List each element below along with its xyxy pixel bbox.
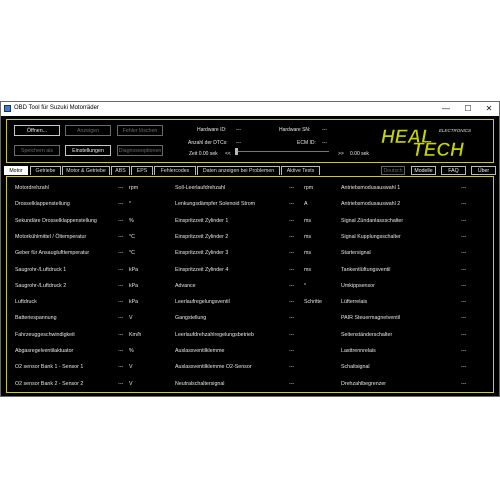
parameter-name: Einspritzzeit Zylinder 3 — [175, 250, 229, 257]
tab-eps[interactable]: EPS — [131, 166, 153, 175]
parameter-unit: Schritte — [304, 299, 322, 306]
parameter-value: --- — [118, 299, 124, 306]
parameter-unit: V — [129, 315, 133, 322]
faq-button[interactable]: FAQ — [441, 166, 466, 175]
parameter-value: --- — [118, 250, 124, 257]
parameter-unit: °C — [129, 250, 135, 257]
parameter-value: --- — [118, 282, 124, 289]
parameter-name: Saugrohr-/Luftdruck 1 — [15, 266, 67, 273]
parameter-value: --- — [289, 364, 295, 371]
parameter-name: Lasttrennrelais — [341, 348, 376, 354]
parameter-name: Tankentlüftungsventil — [341, 266, 391, 273]
parameter-name: Motordrehzahl — [15, 185, 49, 191]
app-window — [0, 101, 500, 397]
parameter-panel — [6, 176, 494, 393]
time-start-arrow: << — [225, 151, 231, 157]
minimize-icon[interactable]: — — [442, 104, 450, 113]
parameter-value: --- — [118, 331, 124, 338]
time-start-label: Zeit 0.00 sek — [189, 151, 218, 157]
parameter-name: Seitenständerschalter — [341, 331, 393, 338]
parameter-value: --- — [289, 380, 295, 387]
dtc-count-value: --- — [236, 140, 241, 146]
app-icon — [4, 105, 11, 112]
clear-errors-button[interactable]: Fehler löschen — [117, 125, 163, 136]
tab-motor[interactable]: Motor — [4, 166, 28, 175]
healtech-logo — [379, 124, 487, 158]
parameter-value: --- — [289, 250, 295, 257]
parameter-name: Gangstellung — [175, 315, 207, 322]
parameter-name: Antriebsmodusauswahl 2 — [341, 201, 401, 208]
parameter-name: Auslassventilklemme O2-Sensor — [175, 364, 252, 371]
dtc-count-label: Anzahl der DTCs: — [188, 140, 228, 146]
parameter-value: --- — [461, 201, 467, 208]
parameter-value: --- — [461, 185, 467, 191]
time-end-arrow: >> — [338, 151, 344, 157]
models-button[interactable]: Modelle — [411, 166, 436, 175]
parameter-value: --- — [118, 348, 124, 354]
parameter-name: Drehzahlbegrenzer — [341, 380, 387, 387]
parameter-value: --- — [118, 315, 124, 322]
maximize-icon[interactable]: ☐ — [464, 104, 472, 113]
logo-sub: ELECTRONICS — [439, 128, 472, 133]
parameter-name: Drosselklappenstellung — [15, 201, 70, 208]
parameter-unit: ms — [304, 266, 312, 273]
ecm-id-label: ECM ID: — [297, 140, 316, 146]
parameter-unit: V — [129, 380, 133, 387]
parameter-name: Schaltsignal — [341, 364, 370, 371]
parameter-unit: Km/h — [129, 331, 142, 338]
parameter-unit: ° — [129, 201, 132, 208]
parameter-value: --- — [461, 233, 467, 240]
parameter-unit: % — [129, 217, 134, 224]
hardware-id-value: --- — [236, 127, 241, 133]
parameter-unit: A — [304, 201, 308, 208]
parameter-unit: ms — [304, 233, 312, 240]
parameter-name: Luftdruck — [15, 299, 37, 306]
logo-brand-tech: TECH — [412, 140, 464, 158]
save-as-button[interactable]: Speichern als — [14, 145, 60, 156]
parameter-name: Neutralschaltersignal — [175, 380, 225, 387]
parameter-name: Batteriespannung — [15, 315, 57, 322]
time-slider-thumb[interactable] — [235, 148, 238, 155]
time-slider-track[interactable] — [235, 151, 329, 152]
parameter-name: Einspritzzeit Zylinder 4 — [175, 266, 229, 273]
parameter-name: Signal Kupplungsschalter — [341, 233, 401, 240]
tab-motor-getriebe[interactable]: Motor & Getriebe — [62, 166, 110, 175]
parameter-value: --- — [289, 299, 295, 306]
parameter-name: O2 sensor Bank 2 - Sensor 2 — [15, 380, 84, 387]
tab-abs[interactable]: ABS — [111, 166, 130, 175]
parameter-value: --- — [289, 348, 295, 354]
parameter-unit: % — [129, 348, 134, 354]
about-button[interactable]: Über — [471, 166, 496, 175]
parameter-value: --- — [118, 380, 124, 387]
parameter-name: Auslassventilklemme — [175, 348, 225, 354]
tab-getriebe[interactable]: Getriebe — [30, 166, 61, 175]
parameter-value: --- — [461, 380, 467, 387]
parameter-value: --- — [461, 364, 467, 371]
parameter-value: --- — [289, 315, 295, 322]
parameter-value: --- — [118, 364, 124, 371]
parameter-name: Einspritzzeit Zylinder 2 — [175, 233, 229, 240]
parameter-name: Leerlaufregelungsventil — [175, 299, 230, 306]
title-bar — [1, 102, 499, 116]
parameter-name: Abgasregelventilaktuator — [15, 348, 74, 354]
parameter-unit: kPa — [129, 299, 139, 306]
parameter-value: --- — [118, 201, 124, 208]
parameter-value: --- — [118, 217, 124, 224]
open-button[interactable]: Öffnen... — [14, 125, 60, 136]
time-end-value: 0.00 sek — [350, 151, 369, 157]
parameter-name: Lenkungsdämpfer Solenoid Strom — [175, 201, 256, 208]
diagnostic-options-button[interactable]: Diagnoseoptionen — [117, 145, 163, 156]
parameter-name: Leerlaufdrehzahlregelungsbetrieb — [175, 331, 254, 338]
parameter-name: Soll-Leerlaufdrehzahl — [175, 185, 226, 191]
toolbar — [6, 119, 494, 163]
parameter-name: Saugrohr-/Luftdruck 2 — [15, 282, 67, 289]
parameter-name: Signal Zündanlassschalter — [341, 217, 404, 224]
parameter-value: --- — [289, 331, 295, 338]
parameter-value: --- — [289, 282, 295, 289]
parameter-value: --- — [118, 185, 124, 191]
parameter-value: --- — [461, 315, 467, 322]
hardware-sn-label: Hardware SN: — [279, 127, 311, 133]
parameter-unit: V — [129, 364, 133, 371]
parameter-name: Fahrzeuggeschwindigkeit — [15, 331, 75, 338]
close-icon[interactable]: ✕ — [485, 104, 493, 113]
tab-fehlercodes[interactable]: Fehlercodes — [154, 166, 196, 175]
parameter-name: Geber für Ansauglufttemperatur — [15, 250, 90, 257]
parameter-name: Umkippsensor — [341, 282, 375, 289]
parameter-unit: rpm — [304, 185, 314, 191]
parameter-value: --- — [289, 266, 295, 273]
parameter-unit: °C — [129, 233, 135, 240]
hardware-sn-value: --- — [322, 127, 327, 133]
language-button[interactable]: Deutsch — [381, 166, 405, 175]
parameter-unit: kPa — [129, 282, 139, 289]
parameter-value: --- — [289, 185, 295, 191]
parameter-unit: ms — [304, 250, 312, 257]
parameter-value: --- — [289, 233, 295, 240]
parameter-value: --- — [118, 233, 124, 240]
parameter-value: --- — [461, 217, 467, 224]
parameter-value: --- — [461, 266, 467, 273]
parameter-name: O2 sensor Bank 1 - Sensor 1 — [15, 364, 84, 371]
logo-brand-heal: HEAL — [381, 127, 433, 148]
parameter-name: Einspritzzeit Zylinder 1 — [175, 217, 229, 224]
parameter-value: --- — [461, 348, 467, 354]
parameter-value: --- — [461, 331, 467, 338]
ecm-id-value: --- — [322, 140, 327, 146]
parameter-name: Startersignal — [341, 250, 371, 257]
parameter-name: Motorkühlmittel / Öltemperatur — [15, 233, 87, 240]
parameter-unit: ms — [304, 217, 312, 224]
settings-button[interactable]: Einstellungen — [65, 145, 111, 156]
parameter-unit: ° — [304, 282, 307, 289]
parameter-name: Lüfterrelais — [341, 299, 368, 306]
parameter-value: --- — [118, 266, 124, 273]
tab-problem-data[interactable]: Daten anzeigen bei Problemen — [197, 166, 280, 175]
hardware-id-label: Hardware ID: — [197, 127, 227, 133]
parameter-name: Advance — [175, 282, 196, 289]
parameter-value: --- — [289, 201, 295, 208]
parameter-name: PAIR Steuermagnetventil — [341, 315, 401, 322]
parameter-value: --- — [461, 282, 467, 289]
parameter-value: --- — [461, 299, 467, 306]
tab-active-tests[interactable]: Aktive Tests — [281, 166, 320, 175]
display-button[interactable]: Anzeigen — [65, 125, 111, 136]
parameter-unit: kPa — [129, 266, 139, 273]
window-title: OBD Tool für Suzuki Motorräder — [14, 105, 99, 111]
parameter-unit: rpm — [129, 185, 139, 191]
parameter-value: --- — [461, 250, 467, 257]
parameter-name: Sekundäre Drosselklappenstellung — [15, 217, 97, 224]
parameter-value: --- — [289, 217, 295, 224]
parameter-name: Antriebsmodusauswahl 1 — [341, 185, 401, 191]
